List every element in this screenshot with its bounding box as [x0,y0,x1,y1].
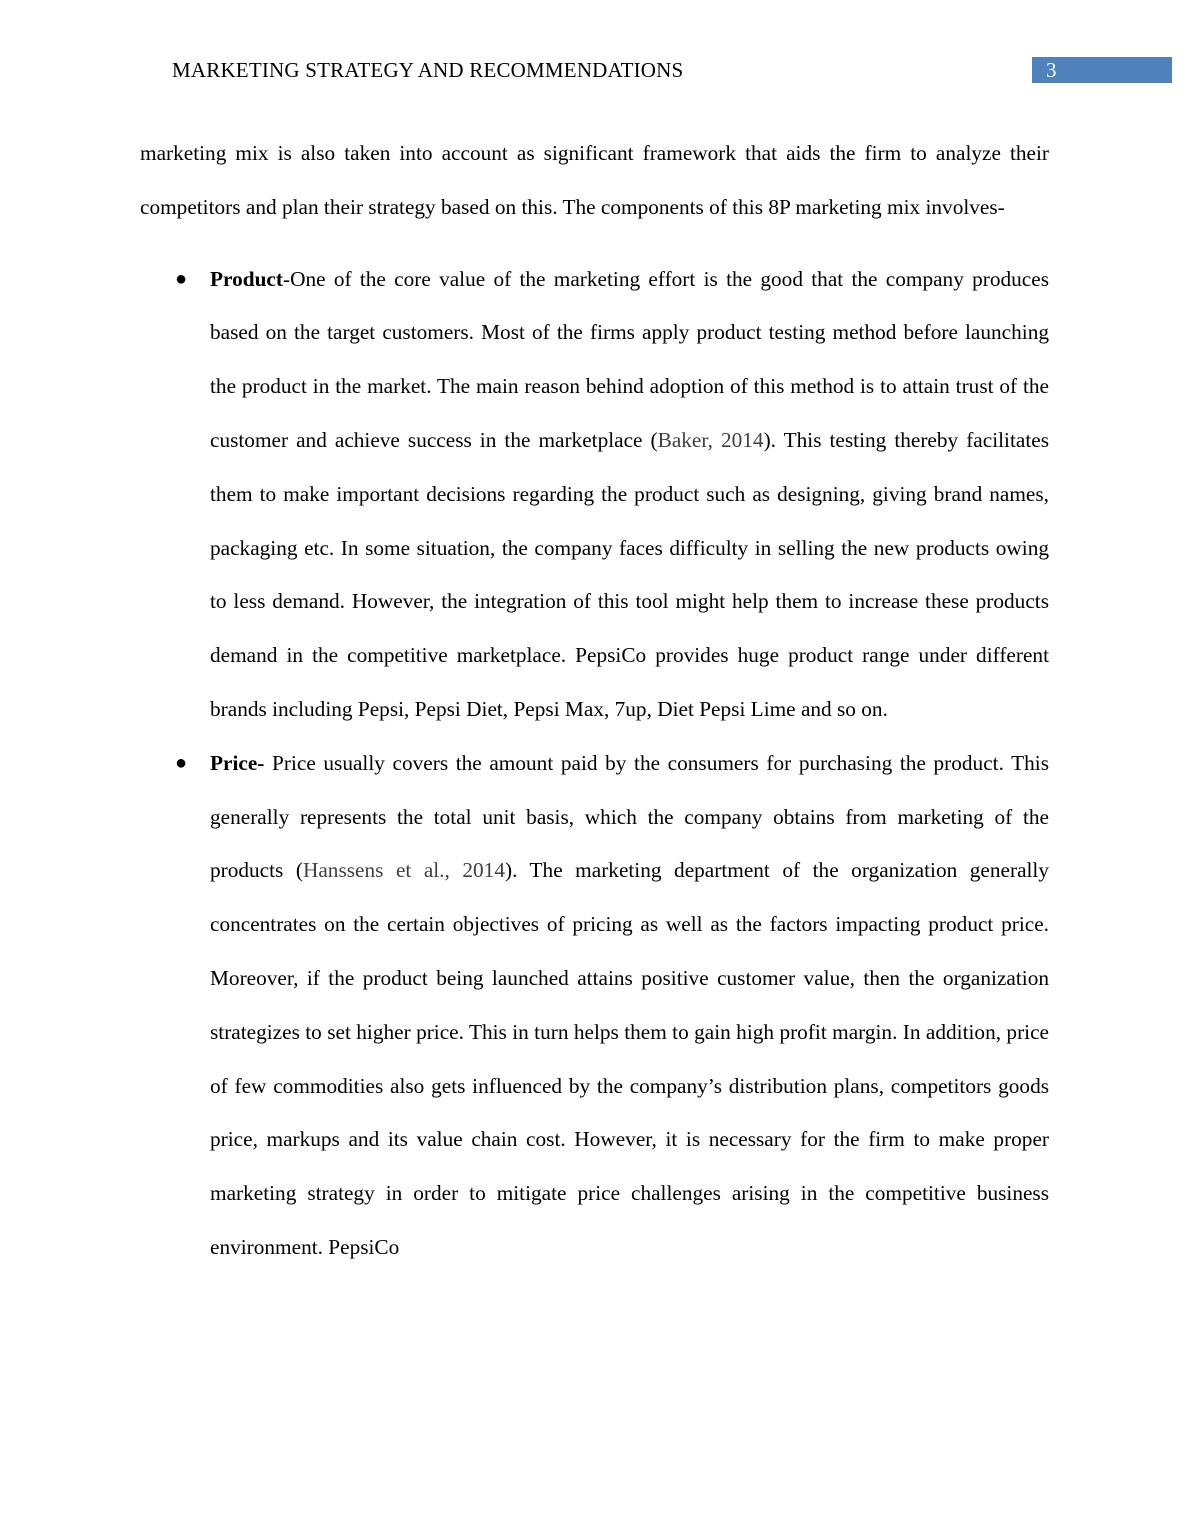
citation: Hanssens et al., 2014 [302,858,505,883]
item-term: Price- [210,750,265,775]
item-text: One of the core value of the marketing effort is the good that the company produces based on the target customers. Most of the firms apply product testing method before launching the product in the market. The main reason behind adoption of this method is to attain trust of the customer and achieve success in the marketplace ( [210,266,1049,452]
running-header-title: MARKETING STRATEGY AND RECOMMENDATIONS [172,58,684,82]
list-item-product [140,253,1049,737]
list-item-price [140,737,1049,1275]
item-separator [264,751,272,775]
page-number: 3 [1046,58,1057,82]
citation: Baker, 2014 [657,427,764,452]
item-separator: - [282,266,291,291]
item-term: Product [210,266,283,291]
bullet-icon: ● [175,751,188,774]
marketing-mix-list [140,253,1049,1275]
item-text-continued: ). The marketing department of the organization generally concentrates on the certain objectives of pricing as well as the factors impacting product price. Moreover, if the product being launched attains positive customer value, then the organization strategizes to set higher price. This in turn helps them to gain high profit margin. In addition, price of few commodities also gets influenced by the company’s distribution plans, competitors goods price, markups and its value chain cost. However, it is necessary for the firm to make proper marketing strategy in order to mitigate price challenges arising in the competitive business environment. PepsiCo [210,858,1049,1259]
bullet-icon: ● [175,267,188,290]
item-text: Price usually covers the amount paid by the consumers for purchasing the product. This generally represents the total unit basis, which the company obtains from marketing of the products ( [210,750,1049,883]
page-number-box [1032,57,1172,83]
intro-paragraph: marketing mix is also taken into account as significant framework that aids the firm to analyze their competitors and plan their strategy based on this. The components of this 8P marketing mix involves- [140,141,1049,219]
document-body [140,127,1049,1275]
item-text-continued: ). This testing thereby facilitates them to make important decisions regarding the product such as designing, giving brand names, packaging etc. In some situation, the company faces difficulty in selling the new products owing to less demand. However, the integration of this tool might help them to increase these products demand in the competitive marketplace. PepsiCo provides huge product range under different brands including Pepsi, Pepsi Diet, Pepsi Max, 7up, Diet Pepsi Lime and so on. [210,427,1049,721]
